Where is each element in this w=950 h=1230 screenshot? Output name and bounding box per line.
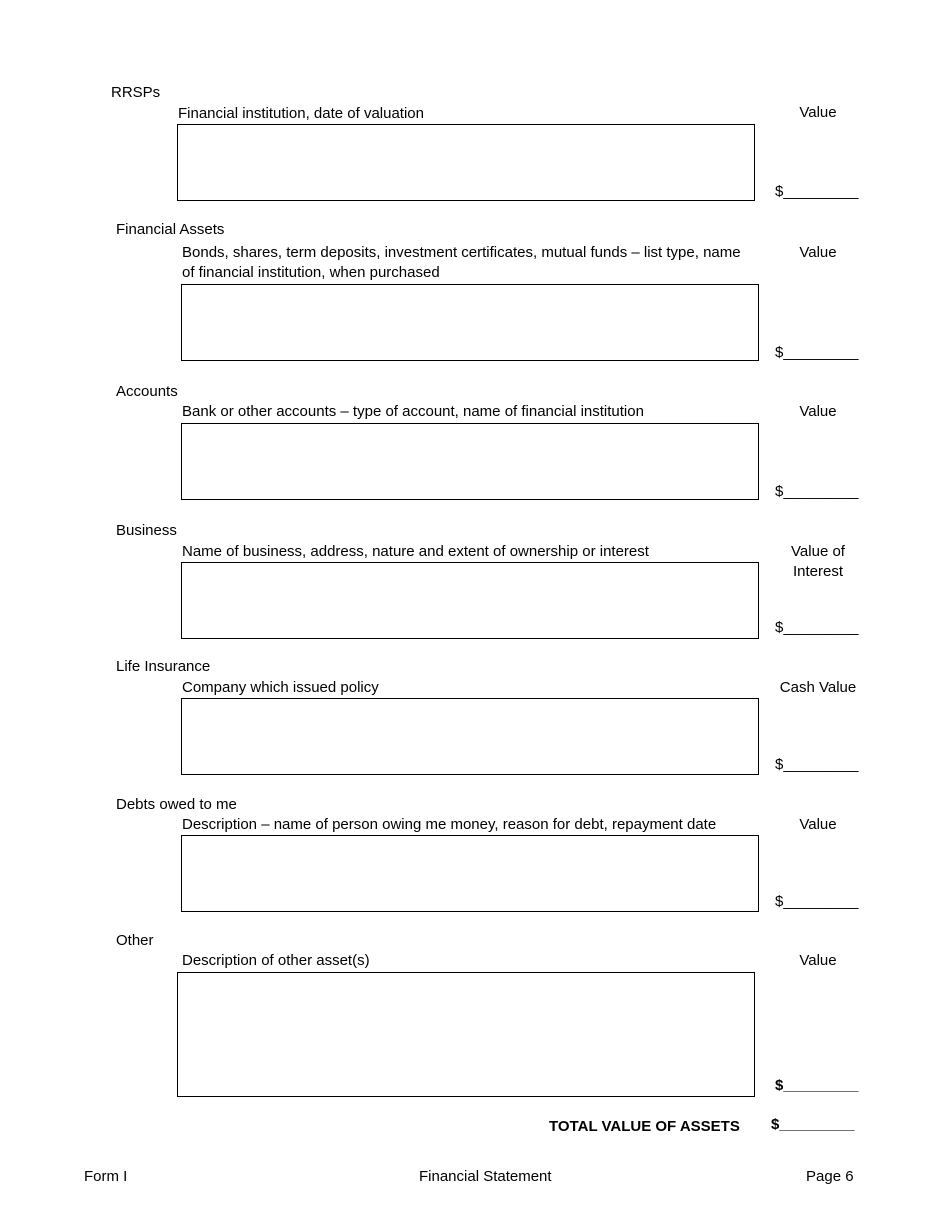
section-desc-debts-owed: Description – name of person owing me money, reason for debt, repayment date (182, 816, 717, 833)
section-title-financial-assets: Financial Assets (116, 221, 225, 238)
footer-page-number: Page 6 (806, 1168, 854, 1185)
value-header-business: Value of Interest (791, 543, 845, 580)
section-title-life-insurance: Life Insurance (116, 658, 211, 675)
accounts-text-box[interactable] (181, 423, 759, 500)
debts-owed-text-box[interactable] (181, 835, 759, 912)
section-desc-financial-assets: Bonds, shares, term deposits, investment certificates, mutual funds – list type, name of financial institution, when purchased (182, 244, 741, 281)
total-value-field[interactable]: $_________ (771, 1116, 855, 1133)
section-title-rrsps: RRSPs (111, 84, 161, 101)
footer-form-id: Form I (84, 1168, 128, 1185)
section-desc-business: Name of business, address, nature and extent of ownership or interest (182, 543, 649, 560)
rrsps-value-field[interactable]: $_________ (775, 183, 859, 200)
financial-assets-value-field[interactable]: $_________ (775, 344, 859, 361)
value-header-life-insurance: Cash Value (779, 679, 857, 696)
total-label: TOTAL VALUE OF ASSETS (549, 1118, 740, 1135)
business-text-box[interactable] (181, 562, 759, 639)
rrsps-text-box[interactable] (177, 124, 755, 201)
section-desc-other: Description of other asset(s) (182, 952, 370, 969)
section-title-accounts: Accounts (116, 383, 178, 400)
section-title-business: Business (116, 522, 177, 539)
value-header-accounts: Value (799, 403, 837, 420)
other-value-field[interactable]: $_________ (775, 1077, 859, 1094)
value-header-financial-assets: Value (799, 244, 837, 261)
value-header-rrsps: Value (799, 104, 837, 121)
life-insurance-text-box[interactable] (181, 698, 759, 775)
accounts-value-field[interactable]: $_________ (775, 483, 859, 500)
debts-owed-value-field[interactable]: $_________ (775, 893, 859, 910)
financial-assets-text-box[interactable] (181, 284, 759, 361)
section-title-debts-owed: Debts owed to me (116, 796, 237, 813)
section-title-other: Other (116, 932, 154, 949)
footer-title: Financial Statement (419, 1168, 552, 1185)
section-desc-accounts: Bank or other accounts – type of account, name of financial institution (182, 403, 644, 420)
other-text-box[interactable] (177, 972, 755, 1097)
business-value-field[interactable]: $_________ (775, 619, 859, 636)
section-desc-rrsps: Financial institution, date of valuation (178, 105, 424, 122)
life-insurance-value-field[interactable]: $_________ (775, 756, 859, 773)
value-header-debts-owed: Value (799, 816, 837, 833)
value-header-other: Value (799, 952, 837, 969)
section-desc-life-insurance: Company which issued policy (182, 679, 379, 696)
